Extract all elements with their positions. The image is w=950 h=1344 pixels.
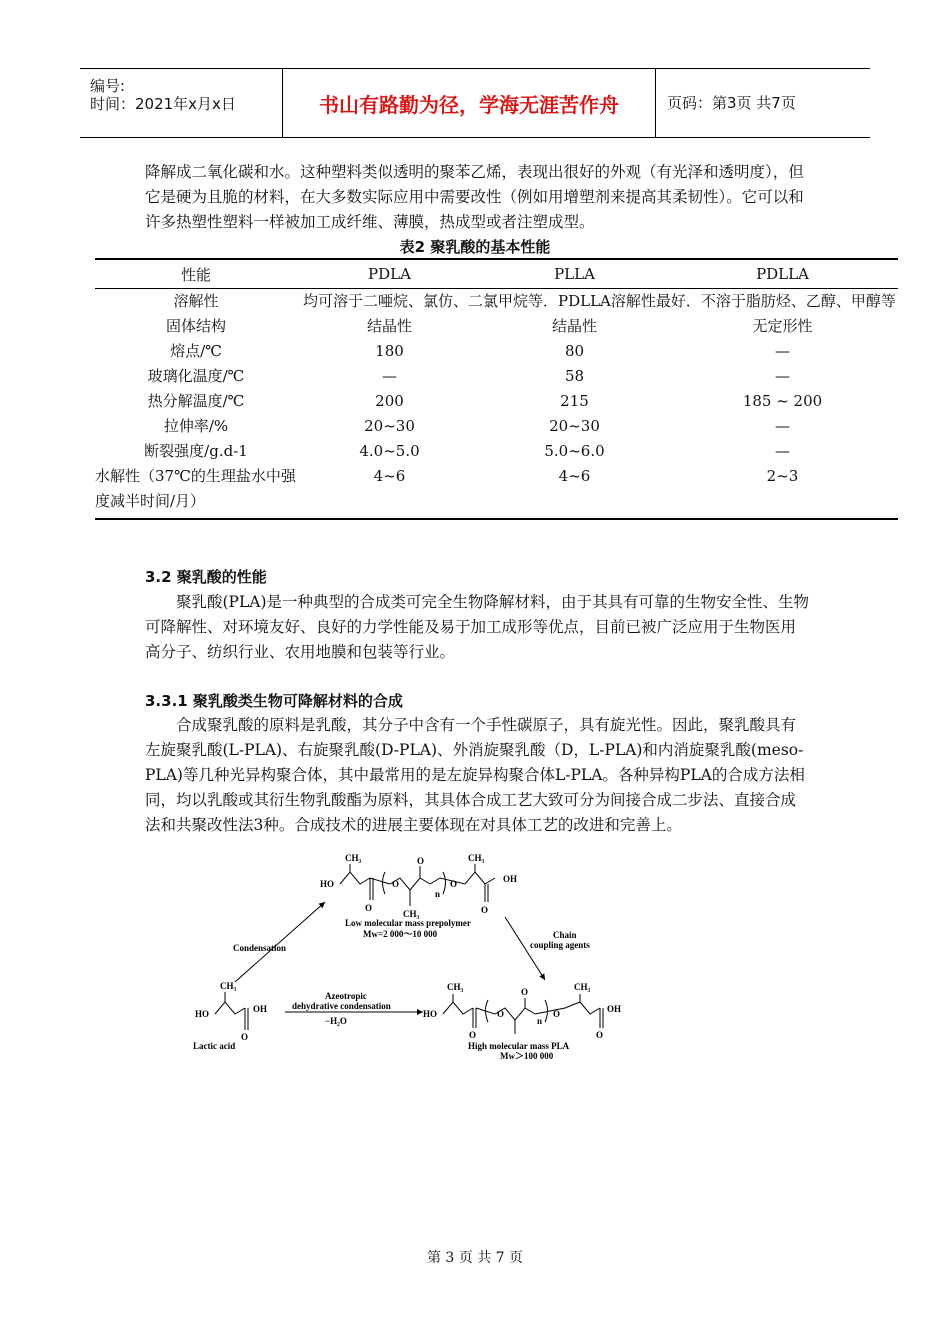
col-header-property: 性能 bbox=[95, 259, 297, 289]
row-label: 断裂强度/g.d-1 bbox=[144, 442, 248, 460]
row-label: 固体结构 bbox=[165, 317, 226, 335]
ch3-label: CH₃ bbox=[447, 982, 464, 992]
table-row bbox=[95, 314, 898, 339]
table-cell: — bbox=[775, 342, 790, 360]
azeotropic-label: Azeotropic bbox=[325, 991, 367, 1001]
table-cell: 4.0~5.0 bbox=[359, 442, 420, 460]
table-row bbox=[95, 414, 898, 439]
ch3-label: CH₃ bbox=[220, 981, 237, 991]
intro-paragraph: 降解成二氧化碳和水。这种塑料类似透明的聚苯乙烯，表现出很好的外观（有光泽和透明度），但它是硬为且脆的材料，在大多数实际应用中需要改性（例如用增塑剂来提高其柔韧性）。它可以和许多热塑性塑料一样被加工成纤维、薄膜，热成型或者注塑成型。 bbox=[145, 163, 804, 231]
col-header-pdla: PDLA bbox=[297, 259, 482, 289]
table-cell: 200 bbox=[375, 392, 404, 410]
oh-label: OH bbox=[253, 1004, 268, 1014]
o-label: O bbox=[450, 879, 458, 889]
page-info: 页码：第3页 共7页 bbox=[667, 94, 796, 112]
table-cell: 4~6 bbox=[373, 467, 406, 485]
table-cell: 结晶性 bbox=[366, 317, 412, 335]
table-cell: 80 bbox=[564, 342, 585, 360]
code-label: 编号: bbox=[90, 77, 126, 95]
prepolymer-label: Low molecular mass prepolymer bbox=[345, 918, 471, 928]
table-cell: — bbox=[382, 367, 397, 385]
table-header-row bbox=[95, 259, 898, 289]
n-label: n bbox=[537, 1016, 543, 1026]
table-cell: 215 bbox=[560, 392, 589, 410]
pla-mw: Mw＞100 000 bbox=[500, 1051, 554, 1061]
table-cell: 180 bbox=[375, 342, 404, 360]
header-page-cell bbox=[655, 69, 870, 137]
n-label: n bbox=[435, 889, 441, 899]
table-row bbox=[95, 339, 898, 364]
row-label: 溶解性 bbox=[173, 292, 219, 310]
table-cell: 185 ~ 200 bbox=[742, 392, 823, 410]
properties-table bbox=[95, 258, 898, 520]
coupling-agents-label: coupling agents bbox=[530, 940, 590, 950]
lactic-acid-structure bbox=[215, 992, 248, 1030]
table-cell: — bbox=[775, 442, 790, 460]
condensation-arrow bbox=[235, 902, 325, 982]
row-label: 拉伸率/% bbox=[163, 417, 229, 435]
ch3-label: CH₃ bbox=[403, 909, 420, 919]
page-footer: 第 3 页 共 7 页 bbox=[426, 1250, 524, 1266]
pla-structure bbox=[443, 994, 603, 1034]
ch3-label: CH₃ bbox=[574, 982, 591, 992]
o-label: O bbox=[241, 1032, 249, 1042]
oh-label: OH bbox=[503, 874, 518, 884]
o-label: O bbox=[521, 987, 529, 997]
table-cell: 无定形性 bbox=[752, 317, 813, 335]
o-label: O bbox=[553, 1009, 561, 1019]
condensation-label: Condensation bbox=[233, 943, 287, 953]
table-cell: 58 bbox=[564, 367, 585, 385]
row-label: 玻璃化温度/℃ bbox=[147, 367, 245, 385]
o-label: O bbox=[481, 905, 489, 915]
table-row bbox=[95, 389, 898, 414]
oh-label: HO bbox=[423, 1009, 438, 1019]
table-caption: 表2 聚乳酸的基本性能 bbox=[399, 238, 551, 256]
table-cell: — bbox=[775, 367, 790, 385]
o-label: O bbox=[392, 879, 400, 889]
table-cell: 20~30 bbox=[549, 417, 600, 435]
prepolymer-mw: Mw=2 000～10 000 bbox=[363, 929, 438, 939]
table-row bbox=[95, 439, 898, 464]
table-cell: 结晶性 bbox=[551, 317, 597, 335]
col-header-pdlla: PDLLA bbox=[667, 259, 898, 289]
section-3-3-1-paragraph: 合成聚乳酸的原料是乳酸，其分子中含有一个手性碳原子，具有旋光性。因此，聚乳酸具有左旋聚乳酸(L-PLA)、右旋聚乳酸(D-PLA)、外消旋聚乳酸（D，L-PLA)和内消旋聚乳酸(meso-PLA)等几种光异构聚合体，其中最常用的是左旋异构聚合体L-PLA。各种异构PLA的合成方法相同，均以乳酸或其衍生物乳酸酯为原料，其具体合成工艺大致可分为间接合成二步法、直接合成法和共聚改性法3种。合成技术的进展主要体现在对具体工艺的改进和完善上。 bbox=[145, 716, 805, 834]
o-label: O bbox=[417, 856, 425, 866]
table-cell: 5.0~6.0 bbox=[544, 442, 605, 460]
motto: 书山有路勤为径，学海无涯苦作舟 bbox=[319, 93, 619, 117]
row-label: 熔点/℃ bbox=[170, 342, 222, 360]
table-cell: — bbox=[775, 417, 790, 435]
oh-label: HO bbox=[320, 879, 335, 889]
col-header-plla: PLLA bbox=[482, 259, 667, 289]
solubility-text: 均可溶于二唖烷、氯仿、二氯甲烷等．PDLLA溶解性最好．不溶于脂肪烃、乙醇、甲醇等 bbox=[303, 292, 896, 310]
lactic-acid-label: Lactic acid bbox=[193, 1041, 236, 1051]
dehydrative-label: dehydrative condensation bbox=[292, 1001, 391, 1011]
o-label: O bbox=[365, 903, 373, 913]
section-3-2-paragraph: 聚乳酸(PLA)是一种典型的合成类可完全生物降解材料，由于其具有可靠的生物安全性、生物可降解性、对环境友好、良好的力学性能及易于加工成形等优点，目前已被广泛应用于生物医用高分子、纺织行业、农用地膜和包装等行业。 bbox=[145, 593, 810, 661]
table-cell: 4~6 bbox=[558, 467, 591, 485]
ch3-label: CH₃ bbox=[345, 853, 362, 863]
table-cell: 2~3 bbox=[766, 467, 799, 485]
table-row bbox=[95, 289, 898, 315]
table-row bbox=[95, 464, 898, 519]
prepolymer-structure bbox=[340, 864, 495, 906]
o-label: O bbox=[469, 1030, 477, 1040]
oh-label: OH bbox=[607, 1004, 622, 1014]
pla-synthesis-diagram bbox=[185, 852, 645, 1067]
row-label: 热分解温度/℃ bbox=[147, 392, 245, 410]
ch3-label: CH₃ bbox=[468, 853, 485, 863]
table-row bbox=[95, 364, 898, 389]
pla-label: High molecular mass PLA bbox=[468, 1041, 570, 1051]
table-cell: 20~30 bbox=[364, 417, 415, 435]
section-3-3-1-heading: 3.3.1 聚乳酸类生物可降解材料的合成 bbox=[145, 692, 403, 710]
row-label: 水解性（37℃的生理盐水中强度减半时间/月） bbox=[95, 467, 296, 510]
oh-label: HO bbox=[195, 1009, 210, 1019]
section-3-2-heading: 3.2 聚乳酸的性能 bbox=[145, 568, 267, 586]
page-header bbox=[80, 68, 870, 138]
o-label: O bbox=[596, 1030, 604, 1040]
chain-label: Chain bbox=[553, 930, 577, 940]
o-label: O bbox=[497, 1009, 505, 1019]
time-label: 时间：2021年x月x日 bbox=[90, 95, 236, 113]
header-motto-cell bbox=[282, 69, 656, 137]
minus-water-label: −H₂O bbox=[325, 1016, 347, 1026]
header-meta-cell bbox=[80, 69, 280, 137]
